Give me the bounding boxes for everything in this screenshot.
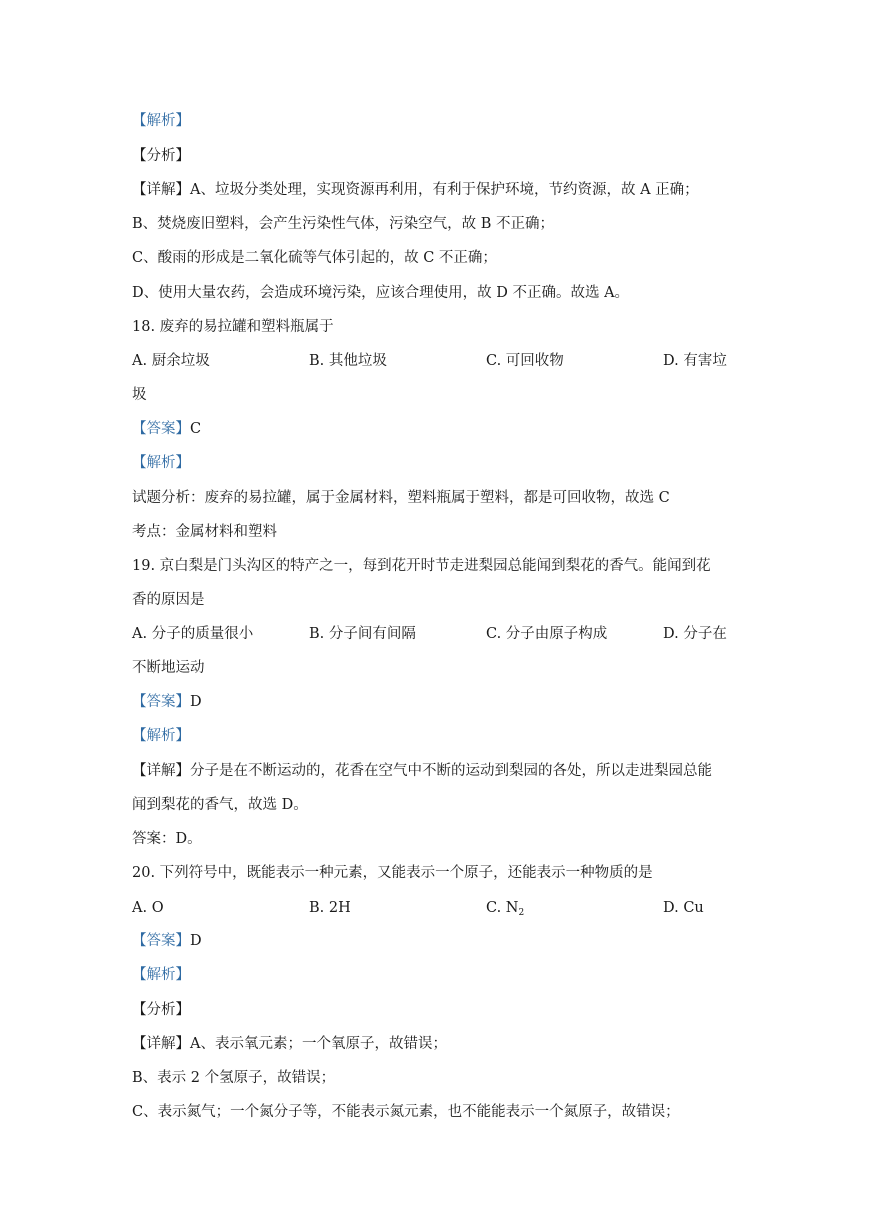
q19-stem-1: 19. 京白梨是门头沟区的特产之一，每到花开时节走进梨园总能闻到梨花的香气。能闻到花 [132, 558, 711, 574]
q18-option-c: C. 可回收物 [486, 353, 564, 369]
q18-option-b: B. 其他垃圾 [309, 353, 387, 369]
q18-analysis-tag: 【解析】 [132, 455, 190, 471]
q17-detail-tag: 【详解】 [132, 182, 190, 198]
q20-stem: 20. 下列符号中，既能表示一种元素，又能表示一个原子，还能表示一种物质的是 [132, 865, 653, 881]
q20-answer [132, 931, 202, 951]
q19-answer [132, 692, 202, 712]
q19-option-a: A. 分子的质量很小 [132, 626, 254, 642]
q17-line-d: D、使用大量农药，会造成环境污染，应该合理使用，故 D 不正确。故选 A。 [132, 285, 630, 301]
q20-option-d: D. Cu [663, 900, 704, 916]
q17-detail-text: A、垃圾分类处理，实现资源再利用，有利于保护环境，节约资源，故 A 正确； [190, 182, 699, 198]
q17-fenxi-tag: 【分析】 [132, 148, 190, 164]
q20-option-c-text: C. N [486, 900, 519, 916]
q19-option-d: D. 分子在 [663, 626, 727, 642]
q18-stem: 18. 废弃的易拉罐和塑料瓶属于 [132, 319, 334, 335]
q19-answer-line: 答案：D。 [132, 831, 202, 847]
q20-detail-text: A、表示氧元素；一个氧原子，故错误； [190, 1036, 447, 1052]
q18-answer [132, 419, 201, 439]
q18-analysis: 试题分析：废弃的易拉罐，属于金属材料，塑料瓶属于塑料，都是可回收物，故选 C [132, 490, 670, 506]
q20-line-c: C、表示氮气；一个氮分子等，不能表示氮元素，也不能能表示一个氮原子，故错误； [132, 1104, 680, 1120]
q18-kaodian: 考点：金属材料和塑料 [132, 524, 277, 540]
q20-line-b: B、表示 2 个氢原子，故错误； [132, 1070, 336, 1086]
q18-option-d: D. 有害垃 [663, 353, 727, 369]
q19-detail-text: 分子是在不断运动的，花香在空气中不断的运动到梨园的各处，所以走进梨园总能 [190, 763, 712, 779]
q19-stem-2: 香的原因是 [132, 592, 205, 608]
q17-line-b: B、焚烧废旧塑料，会产生污染性气体，污染空气，故 B 不正确； [132, 216, 555, 232]
q18-answer-value: C [190, 421, 202, 437]
q19-option-c: C. 分子由原子构成 [486, 626, 608, 642]
q20-detail [132, 1034, 447, 1054]
q18-answer-tag: 【答案】 [132, 421, 190, 437]
q19-answer-value: D [190, 694, 202, 710]
q19-analysis-tag: 【解析】 [132, 728, 190, 744]
q18-option-a: A. 厨余垃圾 [132, 353, 210, 369]
q18-option-d-cont: 圾 [132, 387, 147, 403]
q20-option-a: A. O [132, 900, 164, 916]
q19-detail [132, 761, 712, 781]
q20-option-c-subscript: 2 [518, 908, 525, 918]
q17-analysis-tag: 【解析】 [132, 113, 190, 129]
q19-answer-tag: 【答案】 [132, 694, 190, 710]
q19-option-d-cont: 不断地运动 [132, 660, 205, 676]
q20-answer-tag: 【答案】 [132, 933, 190, 949]
q19-option-b: B. 分子间有间隔 [309, 626, 416, 642]
q17-detail [132, 180, 699, 200]
q20-analysis-tag: 【解析】 [132, 967, 190, 983]
q20-option-b: B. 2H [309, 900, 351, 916]
q19-detail-2: 闻到梨花的香气，故选 D。 [132, 797, 308, 813]
q19-detail-tag: 【详解】 [132, 763, 190, 779]
q20-option-c [486, 898, 524, 923]
q20-fenxi-tag: 【分析】 [132, 1002, 190, 1018]
q20-answer-value: D [190, 933, 202, 949]
q17-line-c: C、酸雨的形成是二氧化硫等气体引起的，故 C 不正确； [132, 250, 497, 266]
q20-detail-tag: 【详解】 [132, 1036, 190, 1052]
